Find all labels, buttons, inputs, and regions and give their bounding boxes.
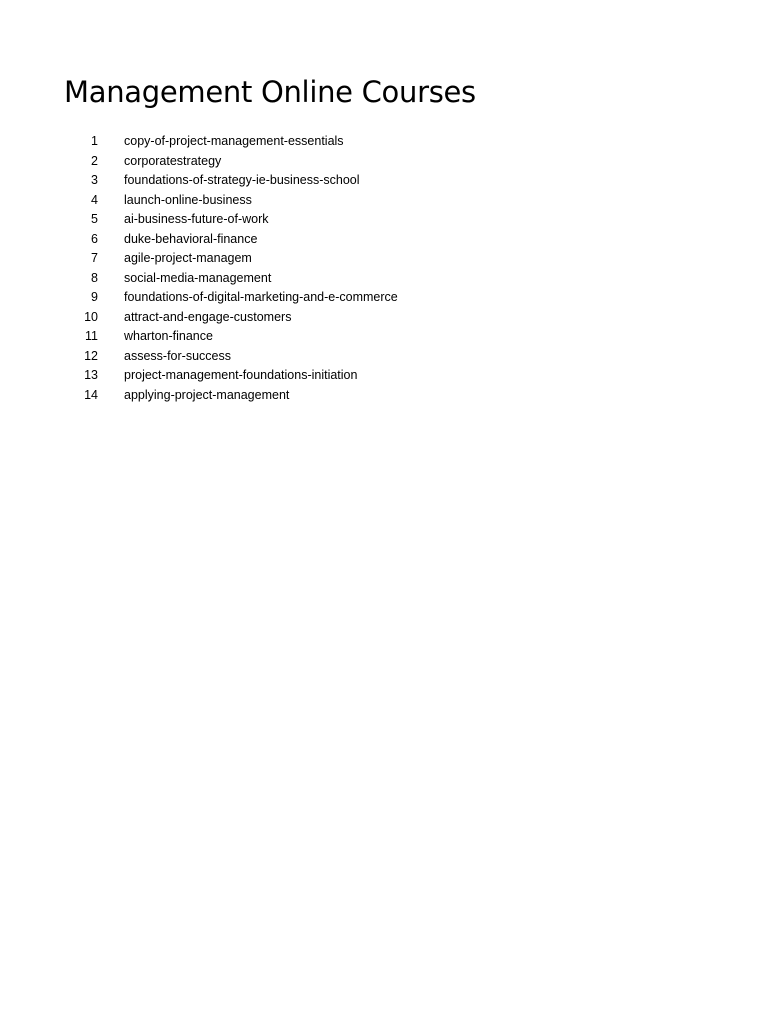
course-name: social-media-management	[124, 270, 272, 285]
course-name: duke-behavioral-finance	[124, 231, 258, 246]
list-item	[64, 171, 484, 191]
list-item	[64, 347, 484, 367]
page-title: Management Online Courses	[64, 75, 476, 109]
list-item	[64, 386, 484, 406]
list-item	[64, 152, 484, 172]
course-number: 7	[91, 251, 98, 265]
course-name: wharton-finance	[124, 329, 213, 343]
course-number: 5	[91, 212, 98, 226]
course-number: 8	[91, 270, 98, 285]
list-item	[64, 327, 484, 347]
course-name: corporatestrategy	[124, 153, 222, 168]
list-item	[64, 132, 484, 152]
course-number: 3	[91, 173, 98, 187]
list-item	[64, 308, 484, 328]
list-item	[64, 210, 484, 230]
list-item	[64, 288, 484, 308]
course-name: ai-business-future-of-work	[124, 212, 269, 226]
course-name: foundations-of-strategy-ie-business-school	[124, 173, 360, 187]
course-number: 9	[91, 290, 98, 304]
course-number: 2	[91, 153, 98, 168]
course-name: foundations-of-digital-marketing-and-e-commerce	[124, 290, 398, 304]
course-name: applying-project-management	[124, 387, 290, 402]
course-number: 10	[84, 309, 98, 324]
course-number: 12	[84, 348, 98, 363]
course-name: attract-and-engage-customers	[124, 309, 292, 324]
list-item	[64, 191, 484, 211]
course-name: agile-project-managem	[124, 251, 252, 265]
course-number: 4	[91, 192, 98, 207]
course-number: 1	[91, 134, 98, 148]
course-number: 13	[84, 368, 98, 382]
list-item	[64, 230, 484, 250]
course-number: 14	[84, 387, 98, 402]
course-name: copy-of-project-management-essentials	[124, 134, 344, 148]
course-name: project-management-foundations-initiation	[124, 368, 358, 382]
course-list	[64, 132, 484, 405]
list-item	[64, 249, 484, 269]
course-name: launch-online-business	[124, 192, 252, 207]
course-name: assess-for-success	[124, 348, 231, 363]
course-number: 6	[91, 231, 98, 246]
list-item	[64, 366, 484, 386]
list-item	[64, 269, 484, 289]
course-number: 11	[85, 329, 98, 343]
